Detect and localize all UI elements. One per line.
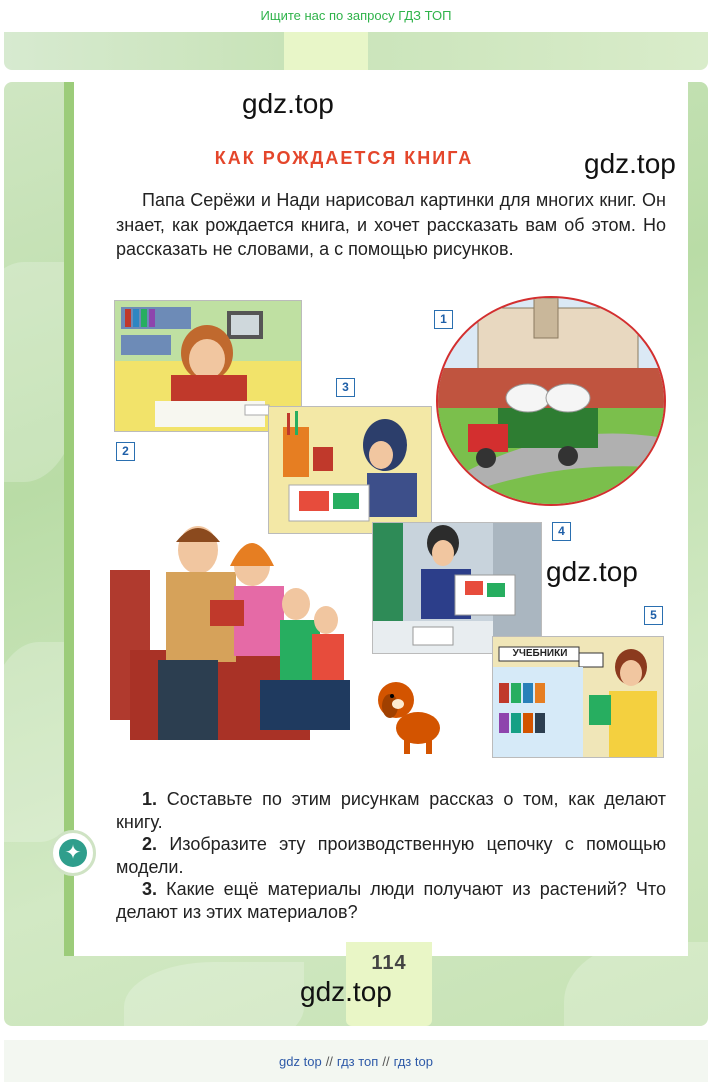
watermark: gdz.top: [584, 148, 676, 179]
separator: //: [382, 1054, 390, 1069]
bottom-link[interactable]: гдз top: [393, 1054, 433, 1069]
previous-page-tab: [284, 32, 368, 70]
shop-sign: УЧЕБНИКИ: [512, 648, 568, 659]
tasks-list: [116, 788, 666, 924]
picture-number-badge: 3: [336, 378, 355, 397]
family-reading-picture: [110, 520, 356, 752]
picture-number-badge: 4: [552, 522, 571, 541]
bottom-link[interactable]: gdz top: [279, 1054, 322, 1069]
task-number: 1.: [142, 789, 158, 809]
printing-house-picture: [372, 522, 542, 654]
intro-paragraph: Папа Серёжи и Нади нарисовал картинки для многих книг. Он знает, как рождается книга, и хочет рассказать вам об этом. Но рассказать не словами, а с помощью рисунков.: [116, 190, 666, 259]
picture-number-badge: 5: [644, 606, 663, 625]
page-margin-bar: [64, 82, 74, 956]
separator: //: [325, 1054, 333, 1069]
task-text: Какие ещё материалы люди получают из растений? Что делают из этих материалов?: [116, 879, 666, 922]
watermark: gdz.top: [300, 976, 392, 1007]
task-number: 3.: [142, 879, 158, 900]
bottom-link[interactable]: гдз топ: [336, 1054, 379, 1069]
page-title: КАК РОЖДАЕТСЯ КНИГА: [214, 148, 474, 168]
task-item: [116, 788, 666, 833]
page-number: 114: [371, 952, 407, 974]
task-item: [116, 833, 666, 878]
bottom-banner: [0, 1054, 712, 1069]
task-text: Изобразите эту производственную цепочку с помощью модели.: [116, 834, 666, 877]
picture-number-badge: 2: [116, 442, 135, 461]
dog-picture: [366, 672, 446, 756]
puzzle-icon: ✦: [50, 830, 96, 876]
previous-page-edge: [4, 32, 708, 70]
bookshop-picture: [492, 636, 664, 758]
task-number: 2.: [142, 834, 158, 855]
top-banner[interactable]: Ищите нас по запросу ГДЗ ТОП: [0, 0, 712, 32]
watermark: gdz.top: [242, 88, 334, 119]
artist-painting-picture: [268, 406, 432, 534]
picture-number-badge: 1: [434, 310, 453, 329]
watermark: gdz.top: [546, 556, 638, 587]
paper-mill-picture: [436, 296, 666, 506]
task-item: [116, 878, 666, 923]
task-text: Составьте по этим рисункам рассказ о том, как делают книгу.: [116, 789, 666, 832]
